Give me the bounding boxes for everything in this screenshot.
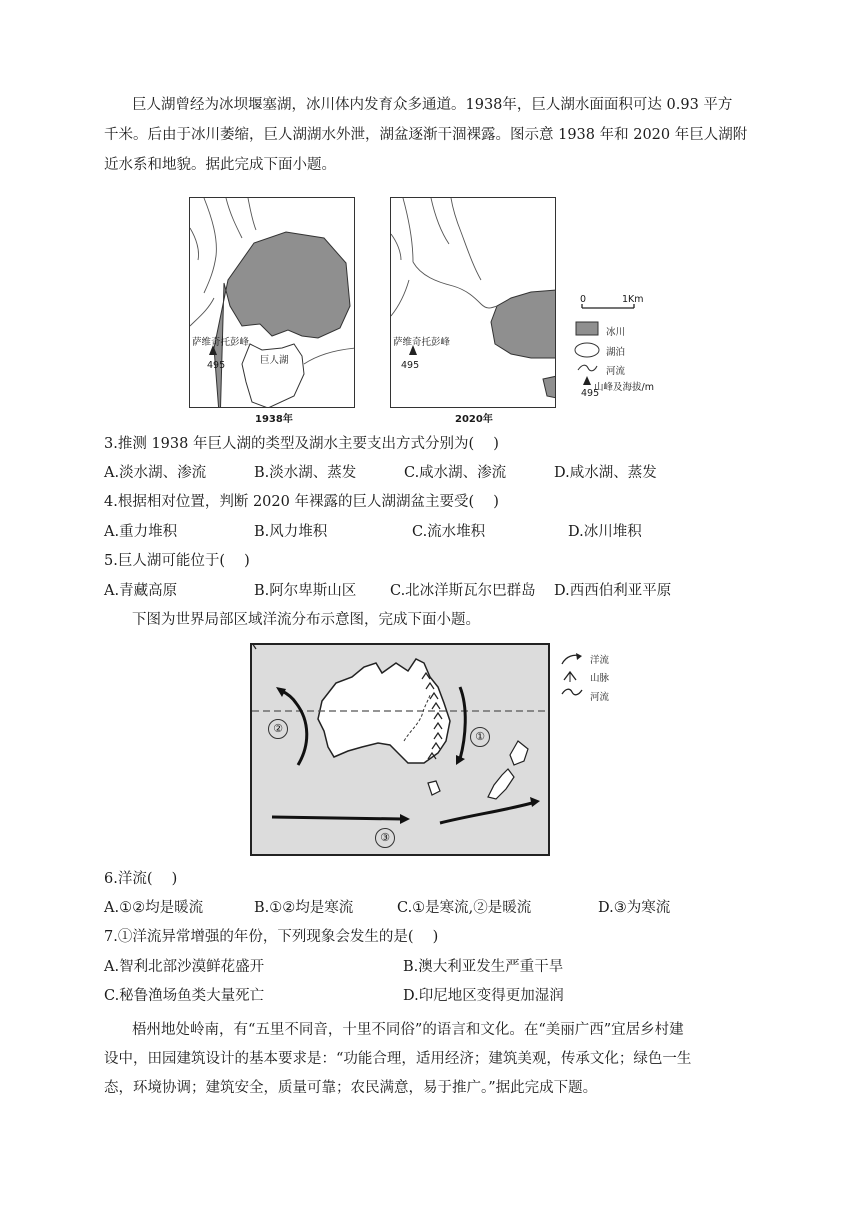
q3-option-a: A.淡水湖、渗流 [104, 465, 207, 481]
question-5-stem: 5.巨人湖可能位于( ) [104, 553, 250, 569]
map-2020 [390, 197, 556, 408]
current-1-label: ① [470, 727, 490, 747]
intro-paragraph-line: 巨人湖曾经为冰坝堰塞湖，冰川体内发育众多通道。1938年，巨人湖水面面积可达 0.93 平方 [132, 97, 733, 113]
q5-option-c: C.北冰洋斯瓦尔巴群岛 [390, 583, 536, 599]
q5-option-d: D.西西伯利亚平原 [554, 583, 672, 599]
peak-name-label: 萨维奇托彭峰 [393, 337, 451, 348]
peak-elevation-label: 495 [401, 360, 420, 371]
q3-option-d: D.咸水湖、蒸发 [554, 465, 657, 481]
peak-elevation-label: 495 [207, 360, 226, 371]
intro-paragraph-3-line: 态，环境协调；建筑安全，质量可靠；农民满意，易于推广。”据此完成下题。 [104, 1080, 598, 1096]
q7-option-c: C.秘鲁渔场鱼类大量死亡 [104, 988, 265, 1004]
intro-paragraph-3-line: 设中，田园建筑设计的基本要求是：“功能合理，适用经济；建筑美观，传承文化；绿色一生 [104, 1051, 692, 1067]
q4-option-c: C.流水堆积 [412, 524, 486, 540]
q7-option-a: A.智利北部沙漠鲜花盛开 [104, 959, 265, 975]
question-4-stem: 4.根据相对位置，判断 2020 年裸露的巨人湖湖盆主要受( ) [104, 494, 499, 510]
q5-option-a: A.青藏高原 [104, 583, 178, 599]
q3-option-c: C.咸水湖、渗流 [404, 465, 507, 481]
current-2-label: ② [268, 719, 288, 739]
intro-paragraph-2: 下图为世界局部区域洋流分布示意图，完成下面小题。 [132, 612, 480, 628]
legend-glacier: 冰川 [606, 327, 626, 338]
scale-one-km: 1Km [622, 294, 644, 305]
legend-current: 洋流 [590, 655, 610, 666]
intro-paragraph-line: 近水系和地貌。据此完成下面小题。 [104, 157, 336, 173]
q7-option-b: B.澳大利亚发生严重干旱 [403, 959, 564, 975]
ocean-current-map [250, 643, 550, 856]
current-3-label: ③ [375, 828, 395, 848]
q7-option-d: D.印尼地区变得更加湿润 [403, 988, 564, 1004]
q6-option-d: D.③为寒流 [598, 900, 671, 916]
legend-river: 河流 [606, 366, 626, 377]
map-1938-drawing [190, 198, 355, 408]
lake-name-label: 巨人湖 [260, 355, 289, 366]
legend-river-2: 河流 [590, 692, 610, 703]
legend-peak: 山峰及海拔/m [594, 382, 654, 393]
scale-zero: 0 [580, 294, 587, 305]
q4-option-a: A.重力堆积 [104, 524, 178, 540]
q6-option-c: C.①是寒流,②是暖流 [397, 900, 532, 916]
legend-peak-elevation: 495 [581, 388, 600, 399]
q5-option-b: B.阿尔卑斯山区 [254, 583, 357, 599]
question-6-stem: 6.洋流( ) [104, 871, 178, 887]
intro-paragraph-3-line: 梧州地处岭南，有“五里不同音，十里不同俗”的语言和文化。在“美丽广西”宜居乡村建 [132, 1022, 684, 1038]
q6-option-b: B.①②均是寒流 [254, 900, 354, 916]
q6-option-a: A.①②均是暖流 [104, 900, 204, 916]
map-2020-drawing [391, 198, 556, 408]
intro-paragraph-line: 千米。后由于冰川萎缩，巨人湖湖水外泄，湖盆逐渐干涸裸露。图示意 1938 年和 2020 年巨人湖附 [104, 127, 748, 143]
legend-mountain: 山脉 [590, 673, 610, 684]
map-1938 [189, 197, 355, 408]
peak-name-label: 萨维奇托彭峰 [192, 337, 250, 348]
legend-lake: 湖泊 [606, 347, 626, 358]
question-7-stem: 7.①洋流异常增强的年份，下列现象会发生的是( ) [104, 929, 439, 945]
map-1938-caption: 1938年 [255, 414, 293, 425]
map-2020-caption: 2020年 [455, 414, 493, 425]
current-legend-symbols [558, 650, 586, 700]
question-3-stem: 3.推测 1938 年巨人湖的类型及湖水主要支出方式分别为( ) [104, 436, 499, 452]
q4-option-b: B.风力堆积 [254, 524, 328, 540]
q3-option-b: B.淡水湖、蒸发 [254, 465, 357, 481]
mountain-range-drawing [252, 645, 548, 854]
q4-option-d: D.冰川堆积 [568, 524, 642, 540]
